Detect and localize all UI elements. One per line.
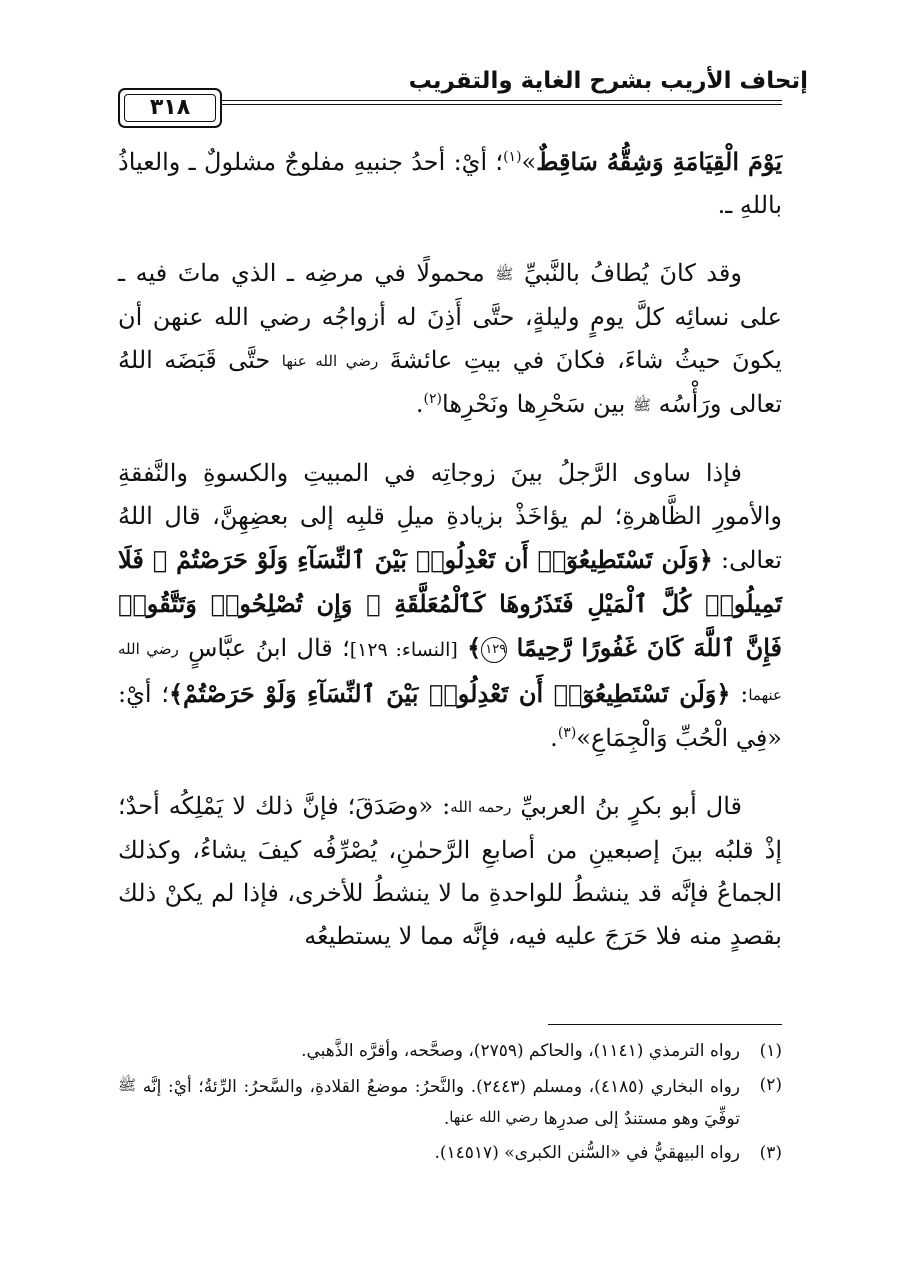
footnote-2 — [118, 1070, 782, 1134]
paragraph-1 — [118, 140, 782, 227]
paragraph-2 — [118, 252, 782, 427]
paragraph-text: ؛ أيْ: أحدُ جنبيهِ مفلوجٌ مشلولٌ ـ والعياذُ باللهِ ـ. — [118, 148, 782, 219]
paragraph-text: فإذا ساوى الرَّجلُ بينَ زوجاتِه في المبيتِ والكسوةِ والنَّفقةِ والأمورِ الظَّاهرةِ؛ لم يؤاخَذْ بزيادةِ ميلِ قلبِه إلى بعضِهِنَّ، قال اللهُ تعالى: — [118, 459, 782, 574]
page-number-frame — [118, 88, 222, 128]
quran-verse: وَلَن تَسْتَطِيعُوٓا۟ أَن تَعْدِلُوا۟ بَيْنَ ٱلنِّسَآءِ وَلَوْ حَرَصْتُمْ — [183, 679, 717, 708]
salawat-honorific: ﷺ — [118, 1076, 137, 1094]
radiallah-honorific: رضي الله عنها — [449, 1108, 538, 1126]
footnote-number: (٣) — [759, 1143, 782, 1163]
footnote-text — [118, 1070, 740, 1134]
quran-brace-open: ﴿ — [716, 679, 731, 708]
paragraph-text: حتَّى قَبَضَه اللهُ تعالى ورَأْسُه — [118, 346, 782, 418]
paragraph-text: ؛ قال ابنُ عبَّاسٍ — [188, 634, 350, 662]
paragraph-4 — [118, 785, 782, 958]
surah-reference: [النساء: ١٢٩] — [349, 639, 458, 661]
footnote-ref-3[interactable]: (٣) — [557, 725, 577, 741]
footnote-separator — [548, 1024, 782, 1025]
footnote-1 — [118, 1036, 782, 1066]
footnote-text-part: رواه البخاري (٤١٨٥)، ومسلم (٢٤٤٣). والنَّحرُ: موضعُ القلادةِ، والسَّحرُ: الرِّئةُ؛ أيْ: إنَّه — [142, 1077, 741, 1097]
page-number: ٣١٨ — [124, 94, 216, 122]
quran-brace-open: ﴿ — [698, 545, 713, 574]
footnote-text-part: توفِّيَ وهو مستندٌ إلى صدرِها — [543, 1109, 740, 1129]
running-title: إتحاف الأريب بشرح الغاية والتقريب — [408, 68, 808, 94]
paragraph-text: وقد كانَ يُطافُ بالنَّبيِّ — [523, 259, 742, 287]
salawat-honorific: ﷺ — [495, 265, 514, 283]
footnotes — [118, 1036, 782, 1172]
close-quote: » — [521, 148, 537, 176]
footnote-3 — [118, 1138, 782, 1168]
paragraph-text: محمولًا في مرضِه ـ الذي ماتَ فيه ـ على نسائِه كلَّ يومٍ وليلةٍ، حتَّى أَذِنَ له أزواجُه رضي الله عنهن أن يكونَ حيثُ شاءَ، فكانَ في بيتِ عائشةَ — [118, 259, 782, 374]
paragraph-text: ؛ أيْ: «فِي الْحُبِّ وَالْجِمَاعِ» — [118, 680, 782, 752]
ayah-number-marker: ١٢٩ — [481, 637, 507, 663]
paragraph-3 — [118, 452, 782, 760]
footnote-number: (١) — [759, 1041, 782, 1061]
footnote-text: رواه الترمذي (١١٤١)، والحاكم (٢٧٥٩)، وصحَّحه، وأقرَّه الذَّهبي. — [301, 1041, 740, 1061]
paragraph-end: . — [415, 390, 424, 418]
footnote-number: (٢) — [759, 1075, 782, 1095]
quran-brace-close: ﴾ — [467, 633, 482, 662]
paragraph-text: بين سَحْرِها ونَحْرِها — [442, 390, 626, 418]
paragraph-end: . — [550, 724, 558, 752]
footnote-ref-2[interactable]: (٢) — [423, 391, 443, 407]
radiallah-honorific: رضي الله عنها — [281, 352, 379, 370]
main-text — [118, 140, 782, 983]
rahimahullah-honorific: رحمه الله — [450, 798, 512, 816]
quran-fragment: يَوْمَ الْقِيَامَةِ وَشِقُّهُ سَاقِطٌ — [536, 147, 782, 176]
footnote-ref-1[interactable]: (١) — [503, 149, 522, 165]
salawat-honorific: ﷺ — [632, 396, 652, 414]
quran-brace-close: ﴾ — [168, 679, 184, 708]
paragraph-text: قال أبو بكرٍ بنُ العربيِّ — [520, 792, 743, 820]
footnote-text: رواه البيهقيُّ في «السُّنن الكبرى» (١٤٥١٧). — [434, 1143, 740, 1163]
paragraph-text: : «وصَدَقَ؛ فإنَّ ذلك لا يَمْلِكُه أحدٌ؛ إذْ قلبُه بينَ إصبعينِ من أصابعِ الرَّحمٰنِ، يُصْرِّفُه كيفَ يشاءُ، وكذلك الجماعُ فإنَّه قد ينشطُ للواحدةِ ما لا ينشطُ للأخرى، فإذا لم يكنْ ذلك بقصدٍ منه فلا حَرَجَ عليه فيه، فإنَّه مما لا يستطيعُه — [118, 792, 782, 950]
quran-verse: وَلَن تَسْتَطِيعُوٓا۟ أَن تَعْدِلُوا۟ بَيْنَ ٱلنِّسَآءِ وَلَوْ حَرَصْتُمْ ۖ فَلَا تَمِيلُوا۟ كُلَّ ٱلْمَيْلِ فَتَذَرُوهَا كَٱلْمُعَلَّقَةِ ۚ وَإِن تُصْلِحُوا۟ وَتَتَّقُوا۟ فَإِنَّ ٱللَّهَ كَانَ غَفُورًا رَّحِيمًا — [118, 545, 782, 662]
paragraph-text: : — [740, 680, 749, 708]
footnote-text-part: . — [443, 1109, 450, 1129]
radiallah-honorific: رضي الله عنهما — [118, 640, 782, 704]
